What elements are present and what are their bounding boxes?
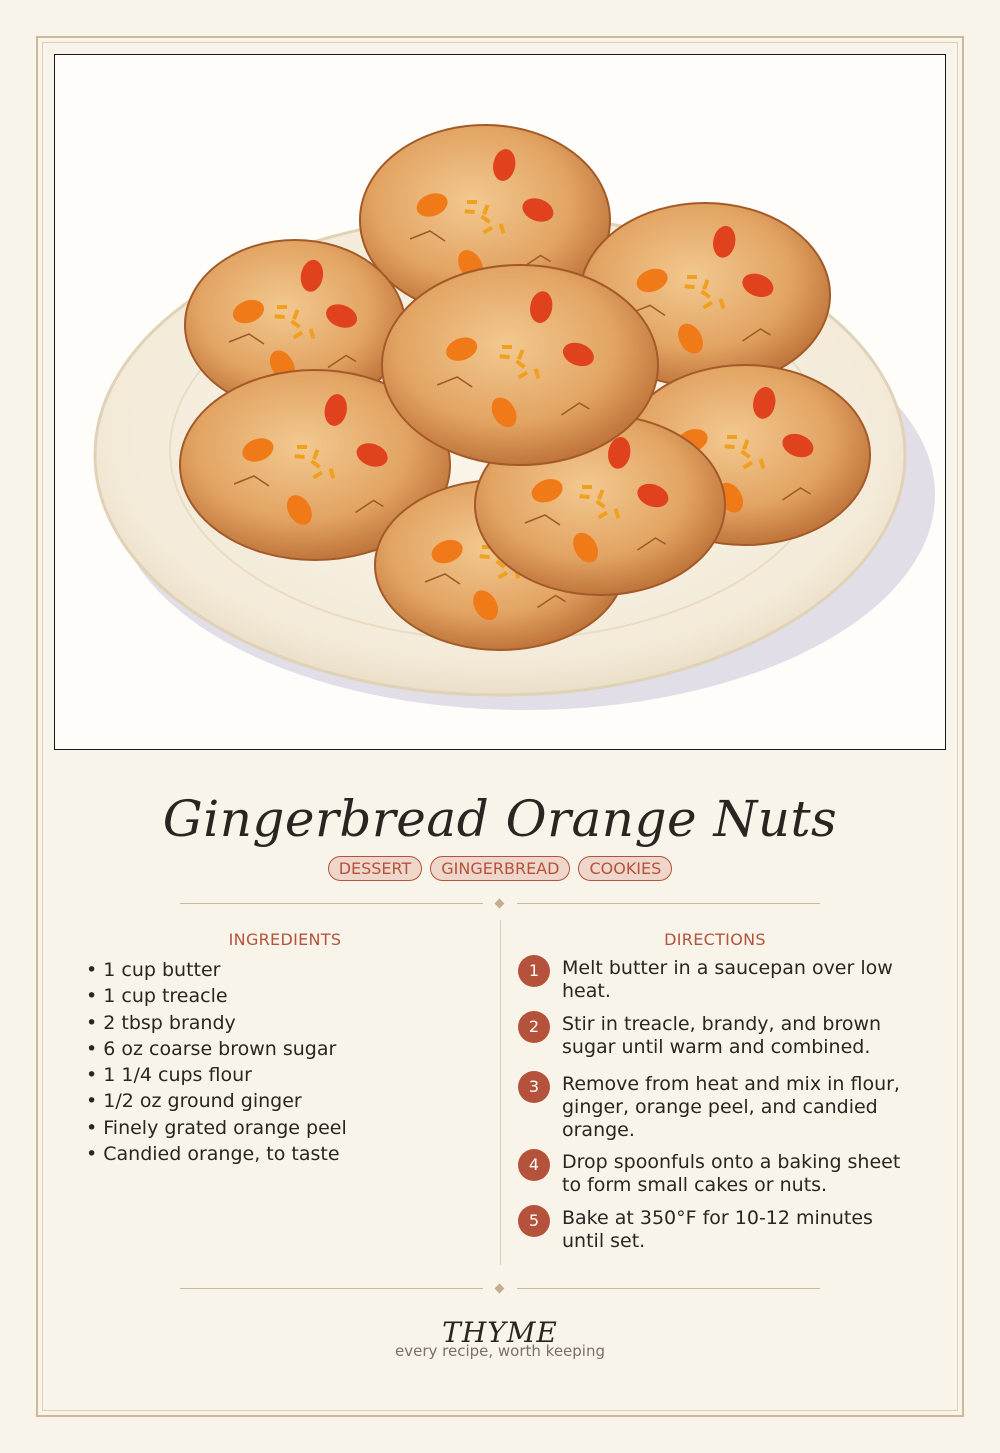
ingredient-item: • 1/2 oz ground ginger	[86, 1088, 486, 1114]
orange-zest-icon	[502, 345, 512, 349]
step-text: Drop spoonfuls onto a baking sheet to form small cakes or nuts.	[562, 1151, 901, 1196]
ingredient-item: • 2 tbsp brandy	[86, 1010, 486, 1036]
cookie-plate-illustration	[55, 55, 945, 749]
ingredients-list	[86, 957, 486, 1167]
step-number-badge: 4	[518, 1149, 550, 1181]
orange-zest-icon	[297, 445, 307, 449]
step-number-badge: 3	[518, 1071, 550, 1103]
orange-zest-icon	[277, 305, 287, 309]
step-text: Bake at 350°F for 10-12 minutes until set.	[562, 1207, 873, 1252]
step-number-badge: 5	[518, 1205, 550, 1237]
orange-zest-icon	[467, 200, 477, 204]
divider-bottom	[180, 1283, 820, 1295]
tag-cookies[interactable]: COOKIES	[578, 856, 672, 881]
step-number-badge: 1	[518, 955, 550, 987]
recipe-photo	[54, 54, 946, 750]
orange-zest-icon	[687, 275, 697, 279]
step-text: Melt butter in a saucepan over low heat.	[562, 957, 893, 1002]
ingredient-item: • 1 cup butter	[86, 957, 486, 983]
tag-dessert[interactable]: DESSERT	[328, 856, 423, 881]
ingredient-item: • 1 cup treacle	[86, 983, 486, 1009]
brand-tagline: every recipe, worth keeping	[394, 1342, 605, 1360]
orange-zest-icon	[727, 435, 737, 439]
diamond-ornament-icon	[495, 899, 505, 909]
step-number-badge: 2	[518, 1011, 550, 1043]
tag-list	[0, 856, 1000, 881]
directions-heading: DIRECTIONS	[664, 930, 766, 949]
divider-top	[180, 898, 820, 910]
recipe-title: Gingerbread Orange Nuts	[162, 790, 838, 848]
ingredient-item: • Finely grated orange peel	[86, 1115, 486, 1141]
ingredient-item: • 6 oz coarse brown sugar	[86, 1036, 486, 1062]
ingredients-heading: INGREDIENTS	[228, 930, 342, 949]
tag-gingerbread[interactable]: GINGERBREAD	[430, 856, 570, 881]
ingredient-item: • Candied orange, to taste	[86, 1141, 486, 1167]
brand-logo: THYME	[442, 1316, 558, 1349]
column-separator	[500, 920, 501, 1265]
orange-zest-icon	[582, 485, 592, 489]
step-text: Stir in treacle, brandy, and brown sugar until warm and combined.	[562, 1013, 882, 1058]
step-text: Remove from heat and mix in flour, ginger, orange peel, and candied orange.	[562, 1073, 900, 1141]
ingredient-item: • 1 1/4 cups flour	[86, 1062, 486, 1088]
diamond-ornament-icon	[495, 1284, 505, 1294]
